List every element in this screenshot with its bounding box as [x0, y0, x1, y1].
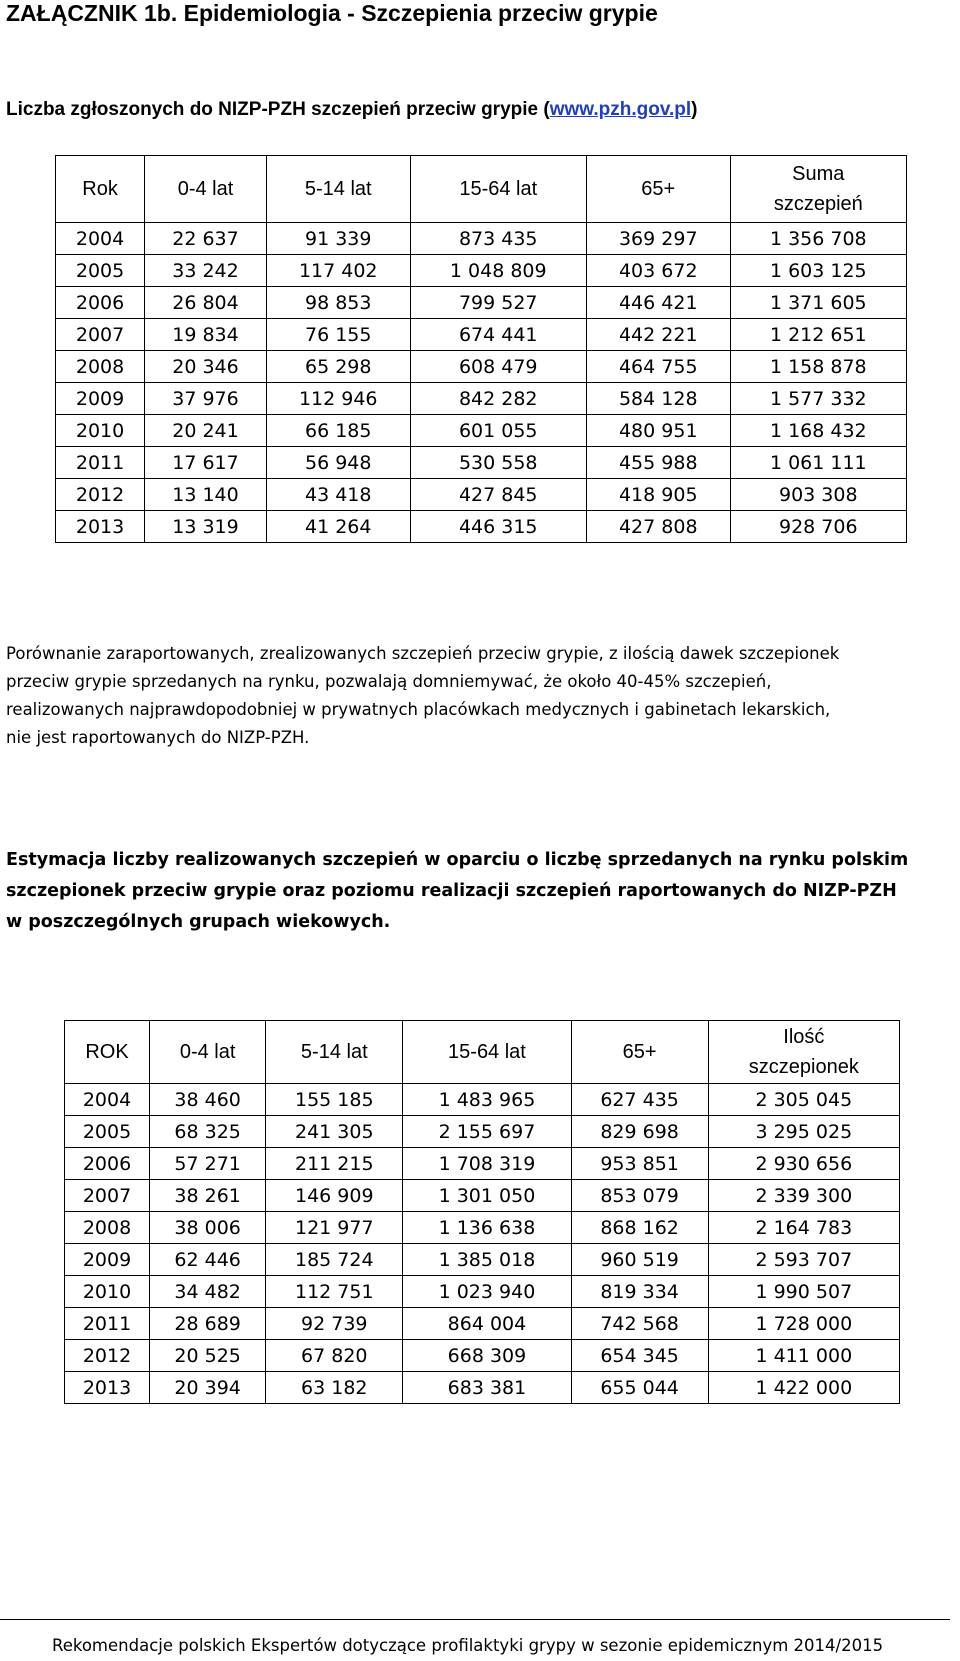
cell-age-15-64: 674 441 [410, 319, 586, 351]
cell-age-65-plus: 403 672 [586, 255, 730, 287]
cell-age-0-4: 22 637 [145, 223, 267, 255]
caption-close-paren: ) [691, 99, 698, 120]
cell-total: 1 371 605 [730, 287, 906, 319]
table-row [65, 1116, 900, 1148]
cell-age-15-64: 1 136 638 [403, 1212, 571, 1244]
cell-age-5-14: 121 977 [266, 1212, 403, 1244]
table-row [65, 1276, 900, 1308]
cell-age-65-plus: 369 297 [586, 223, 730, 255]
table-row [56, 479, 907, 511]
cell-year: 2009 [65, 1244, 150, 1276]
cell-age-15-64: 1 301 050 [403, 1180, 571, 1212]
cell-age-5-14: 91 339 [266, 223, 410, 255]
table-row [65, 1084, 900, 1116]
table-header-row [65, 1021, 900, 1084]
cell-age-65-plus: 584 128 [586, 383, 730, 415]
table-row [56, 511, 907, 543]
cell-age-0-4: 34 482 [150, 1276, 266, 1308]
cell-year: 2013 [56, 511, 145, 543]
cell-total: 1 603 125 [730, 255, 906, 287]
cell-age-0-4: 20 241 [145, 415, 267, 447]
cell-age-65-plus: 819 334 [571, 1276, 708, 1308]
cell-year: 2011 [65, 1308, 150, 1340]
cell-age-65-plus: 627 435 [571, 1084, 708, 1116]
cell-age-0-4: 37 976 [145, 383, 267, 415]
cell-total: 1 356 708 [730, 223, 906, 255]
cell-age-5-14: 146 909 [266, 1180, 403, 1212]
header-year: Rok [56, 156, 145, 223]
comparison-paragraph [6, 640, 956, 752]
cell-total: 2 930 656 [708, 1148, 899, 1180]
table-row [65, 1212, 900, 1244]
cell-total: 1 158 878 [730, 351, 906, 383]
cell-age-5-14: 66 185 [266, 415, 410, 447]
cell-age-0-4: 13 140 [145, 479, 267, 511]
estimated-table-body [65, 1084, 900, 1404]
cell-age-5-14: 98 853 [266, 287, 410, 319]
cell-age-15-64: 842 282 [410, 383, 586, 415]
header-total-line-2: szczepień [773, 193, 863, 215]
cell-age-65-plus: 853 079 [571, 1180, 708, 1212]
cell-total: 1 212 651 [730, 319, 906, 351]
table-row [56, 255, 907, 287]
paragraph-line: nie jest raportowanych do NIZP-PZH. [6, 728, 310, 747]
cell-age-65-plus: 427 808 [586, 511, 730, 543]
reported-vaccinations-table [55, 155, 907, 543]
cell-age-0-4: 26 804 [145, 287, 267, 319]
cell-age-0-4: 57 271 [150, 1148, 266, 1180]
header-age-5-14: 5-14 lat [266, 1021, 403, 1084]
header-age-65-plus: 65+ [586, 156, 730, 223]
table-row [65, 1148, 900, 1180]
heading-line: Estymacja liczby realizowanych szczepień w oparciu o liczbę sprzedanych na rynku polskim [6, 850, 909, 870]
cell-age-15-64: 427 845 [410, 479, 586, 511]
table-row [56, 351, 907, 383]
cell-age-15-64: 799 527 [410, 287, 586, 319]
cell-total: 2 164 783 [708, 1212, 899, 1244]
cell-year: 2009 [56, 383, 145, 415]
cell-year: 2011 [56, 447, 145, 479]
cell-age-15-64: 1 023 940 [403, 1276, 571, 1308]
table-header-row [56, 156, 907, 223]
cell-year: 2008 [56, 351, 145, 383]
cell-age-0-4: 38 261 [150, 1180, 266, 1212]
cell-age-0-4: 20 525 [150, 1340, 266, 1372]
cell-age-65-plus: 464 755 [586, 351, 730, 383]
footer-divider [0, 1619, 950, 1620]
cell-age-0-4: 17 617 [145, 447, 267, 479]
cell-age-5-14: 241 305 [266, 1116, 403, 1148]
cell-age-0-4: 62 446 [150, 1244, 266, 1276]
page-footer: Rekomendacje polskich Ekspertów dotyczące profilaktyki grypy w sezonie epidemicznym 2014/2015 [52, 1636, 884, 1655]
cell-age-5-14: 211 215 [266, 1148, 403, 1180]
heading-line: szczepionek przeciw grypie oraz poziomu realizacji szczepień raportowanych do NIZP-PZH [6, 881, 897, 901]
header-vaccine-count [708, 1021, 899, 1084]
cell-total: 903 308 [730, 479, 906, 511]
cell-age-15-64: 530 558 [410, 447, 586, 479]
estimated-vaccinations-table [64, 1020, 900, 1404]
cell-total: 3 295 025 [708, 1116, 899, 1148]
table-row [56, 447, 907, 479]
reported-table-caption [6, 99, 697, 121]
cell-year: 2004 [65, 1084, 150, 1116]
cell-age-65-plus: 953 851 [571, 1148, 708, 1180]
cell-age-0-4: 20 394 [150, 1372, 266, 1404]
cell-age-15-64: 1 483 965 [403, 1084, 571, 1116]
cell-year: 2005 [56, 255, 145, 287]
cell-total: 2 339 300 [708, 1180, 899, 1212]
cell-total: 2 593 707 [708, 1244, 899, 1276]
cell-age-0-4: 38 006 [150, 1212, 266, 1244]
paragraph-line: przeciw grypie sprzedanych na rynku, pozwalają domniemywać, że około 40-45% szczepień, [6, 672, 772, 691]
header-age-65-plus: 65+ [571, 1021, 708, 1084]
cell-age-5-14: 43 418 [266, 479, 410, 511]
paragraph-line: realizowanych najprawdopodobniej w prywatnych placówkach medycznych i gabinetach lekarskich, [6, 700, 831, 719]
table-row [56, 223, 907, 255]
table-row [56, 287, 907, 319]
cell-age-65-plus: 742 568 [571, 1308, 708, 1340]
cell-age-0-4: 19 834 [145, 319, 267, 351]
heading-line: w poszczególnych grupach wiekowych. [6, 912, 391, 932]
cell-age-15-64: 864 004 [403, 1308, 571, 1340]
cell-age-5-14: 65 298 [266, 351, 410, 383]
table-row [56, 415, 907, 447]
cell-age-15-64: 446 315 [410, 511, 586, 543]
cell-age-15-64: 668 309 [403, 1340, 571, 1372]
pzh-website-link[interactable]: www.pzh.gov.pl [549, 99, 692, 120]
cell-age-5-14: 41 264 [266, 511, 410, 543]
cell-age-0-4: 33 242 [145, 255, 267, 287]
cell-age-15-64: 608 479 [410, 351, 586, 383]
cell-year: 2007 [65, 1180, 150, 1212]
header-total [730, 156, 906, 223]
cell-total: 1 168 432 [730, 415, 906, 447]
cell-age-15-64: 1 385 018 [403, 1244, 571, 1276]
header-total-line-1: Suma [792, 163, 845, 185]
table-row [65, 1372, 900, 1404]
cell-age-15-64: 1 048 809 [410, 255, 586, 287]
cell-year: 2006 [65, 1148, 150, 1180]
cell-age-5-14: 76 155 [266, 319, 410, 351]
cell-age-5-14: 67 820 [266, 1340, 403, 1372]
cell-year: 2013 [65, 1372, 150, 1404]
table-row [65, 1308, 900, 1340]
table-row [65, 1244, 900, 1276]
header-count-line-1: Ilość [783, 1026, 825, 1048]
cell-age-5-14: 117 402 [266, 255, 410, 287]
cell-age-65-plus: 829 698 [571, 1116, 708, 1148]
cell-age-5-14: 185 724 [266, 1244, 403, 1276]
cell-total: 1 061 111 [730, 447, 906, 479]
cell-total: 2 305 045 [708, 1084, 899, 1116]
cell-year: 2005 [65, 1116, 150, 1148]
header-age-0-4: 0-4 lat [145, 156, 267, 223]
header-age-15-64: 15-64 lat [403, 1021, 571, 1084]
cell-age-15-64: 601 055 [410, 415, 586, 447]
header-age-0-4: 0-4 lat [150, 1021, 266, 1084]
cell-total: 1 990 507 [708, 1276, 899, 1308]
cell-age-15-64: 2 155 697 [403, 1116, 571, 1148]
cell-age-65-plus: 654 345 [571, 1340, 708, 1372]
cell-year: 2012 [56, 479, 145, 511]
cell-year: 2006 [56, 287, 145, 319]
cell-age-0-4: 13 319 [145, 511, 267, 543]
header-count-line-2: szczepionek [748, 1056, 859, 1078]
cell-year: 2012 [65, 1340, 150, 1372]
cell-age-0-4: 20 346 [145, 351, 267, 383]
cell-age-65-plus: 455 988 [586, 447, 730, 479]
cell-age-65-plus: 868 162 [571, 1212, 708, 1244]
cell-year: 2008 [65, 1212, 150, 1244]
cell-total: 928 706 [730, 511, 906, 543]
cell-age-65-plus: 418 905 [586, 479, 730, 511]
reported-table-body [56, 223, 907, 543]
cell-year: 2007 [56, 319, 145, 351]
cell-age-15-64: 873 435 [410, 223, 586, 255]
estimation-heading [6, 845, 956, 938]
table-row [65, 1180, 900, 1212]
cell-age-65-plus: 480 951 [586, 415, 730, 447]
cell-age-5-14: 92 739 [266, 1308, 403, 1340]
cell-total: 1 577 332 [730, 383, 906, 415]
cell-age-5-14: 56 948 [266, 447, 410, 479]
header-year: ROK [65, 1021, 150, 1084]
cell-year: 2004 [56, 223, 145, 255]
cell-age-5-14: 63 182 [266, 1372, 403, 1404]
cell-year: 2010 [65, 1276, 150, 1308]
page-title: ZAŁĄCZNIK 1b. Epidemiologia - Szczepienia przeciw grypie [6, 0, 658, 26]
cell-age-65-plus: 442 221 [586, 319, 730, 351]
cell-age-65-plus: 655 044 [571, 1372, 708, 1404]
header-age-15-64: 15-64 lat [410, 156, 586, 223]
cell-age-65-plus: 446 421 [586, 287, 730, 319]
cell-age-15-64: 683 381 [403, 1372, 571, 1404]
cell-age-15-64: 1 708 319 [403, 1148, 571, 1180]
table-row [56, 319, 907, 351]
table-row [56, 383, 907, 415]
cell-total: 1 411 000 [708, 1340, 899, 1372]
cell-year: 2010 [56, 415, 145, 447]
cell-age-5-14: 155 185 [266, 1084, 403, 1116]
cell-age-0-4: 28 689 [150, 1308, 266, 1340]
caption-text: Liczba zgłoszonych do NIZP-PZH szczepień przeciw grypie ( [6, 99, 550, 120]
cell-age-0-4: 38 460 [150, 1084, 266, 1116]
paragraph-line: Porównanie zaraportowanych, zrealizowanych szczepień przeciw grypie, z ilością dawek szczepionek [6, 644, 840, 663]
cell-age-0-4: 68 325 [150, 1116, 266, 1148]
cell-age-5-14: 112 751 [266, 1276, 403, 1308]
cell-age-5-14: 112 946 [266, 383, 410, 415]
cell-total: 1 728 000 [708, 1308, 899, 1340]
cell-age-65-plus: 960 519 [571, 1244, 708, 1276]
table-row [65, 1340, 900, 1372]
header-age-5-14: 5-14 lat [266, 156, 410, 223]
cell-total: 1 422 000 [708, 1372, 899, 1404]
